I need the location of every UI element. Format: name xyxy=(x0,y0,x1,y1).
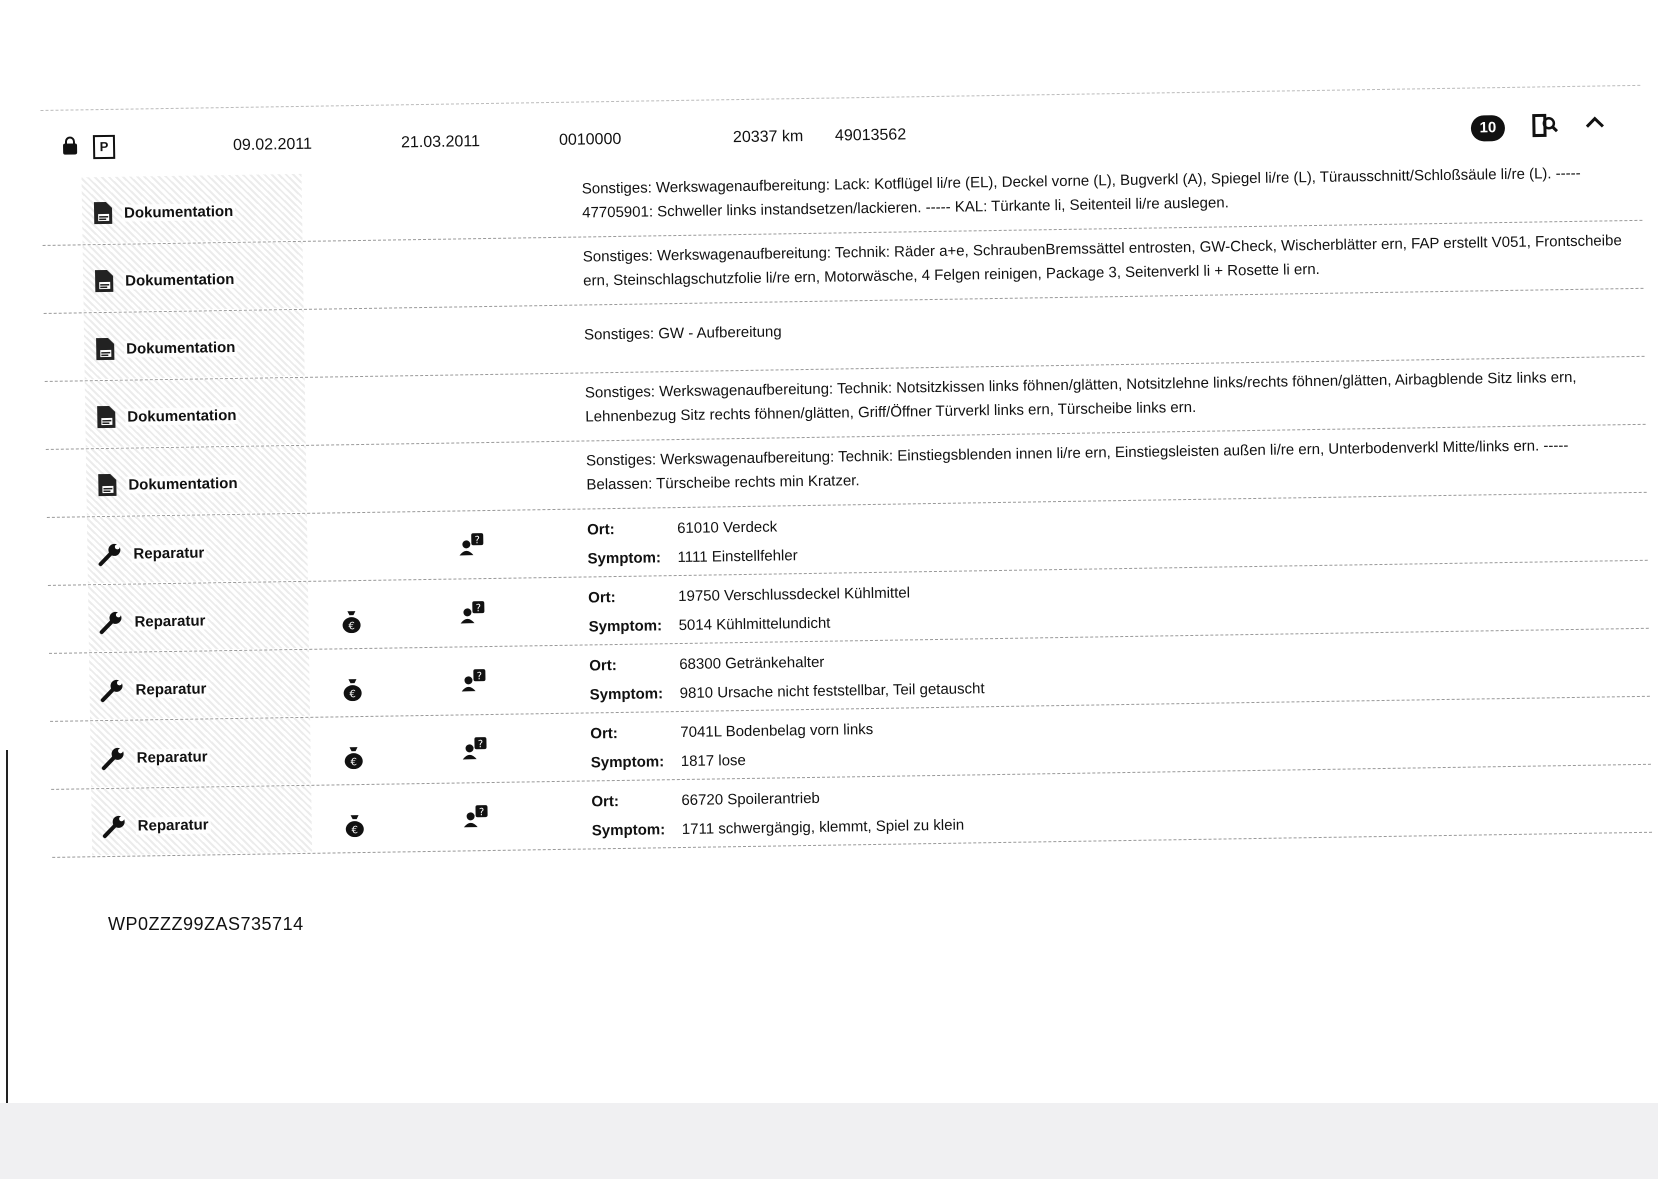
vehicle-vin: WP0ZZZ99ZAS735714 xyxy=(108,914,304,934)
symptom-label: Symptom: xyxy=(587,549,662,568)
wrench-icon xyxy=(99,677,125,703)
person-question-icon xyxy=(462,735,488,764)
symptom-value: 9810 Ursache nicht feststellbar, Teil getauscht xyxy=(679,680,985,703)
repair-details xyxy=(589,645,985,709)
category-label: Reparatur xyxy=(136,747,208,767)
category-cell xyxy=(91,786,312,855)
ort-value: 61010 Verdeck xyxy=(676,518,778,538)
entry-count-badge: 10 xyxy=(1471,115,1505,142)
p-document-icon: P xyxy=(93,135,115,159)
symptom-label: Symptom: xyxy=(589,685,664,704)
person-question-icon xyxy=(461,667,487,696)
bottom-bar xyxy=(0,1103,1658,1179)
search-document-icon xyxy=(1531,112,1559,138)
category-cell xyxy=(85,378,306,447)
money-bag-icon xyxy=(344,813,366,842)
document-icon xyxy=(96,473,118,497)
service-history-sheet xyxy=(40,55,1653,900)
svg-text:€: € xyxy=(350,757,358,769)
scan-edge-line xyxy=(6,750,8,1120)
wrench-icon xyxy=(98,609,124,635)
repair-details xyxy=(587,512,798,573)
person-question-icon xyxy=(463,803,489,832)
category-cell xyxy=(88,582,309,651)
chevron-up-icon xyxy=(1583,111,1607,131)
ort-label: Ort: xyxy=(589,657,617,675)
ort-label: Ort: xyxy=(588,589,616,607)
divider xyxy=(40,85,1640,111)
collapse-button[interactable] xyxy=(1581,111,1609,137)
money-bag-icon xyxy=(340,609,362,638)
ort-value: 7041L Bodenbelag vorn links xyxy=(680,720,874,742)
symptom-value: 1111 Einstellfehler xyxy=(677,547,798,567)
svg-text:?: ? xyxy=(474,535,481,547)
code: 0010000 xyxy=(558,130,622,149)
svg-text:?: ? xyxy=(475,603,482,615)
repair-details xyxy=(590,715,874,777)
lock-icon xyxy=(63,143,77,157)
svg-text:€: € xyxy=(351,825,359,837)
category-cell xyxy=(84,310,305,379)
ort-value: 66720 Spoilerantrieb xyxy=(681,789,820,810)
wrench-icon xyxy=(100,745,126,771)
category-cell xyxy=(90,718,311,787)
person-question-icon xyxy=(459,531,485,560)
category-label: Dokumentation xyxy=(127,406,237,426)
money-bag-icon xyxy=(341,677,363,706)
entry-description: Sonstiges: Werkswagenaufbereitung: Technik: Räder a+e, SchraubenBremssättel entrosten, GW-Check, Wischerblätter ern, FAP erstellt V051, Frontscheibe ern, Steinschlagschutzfolie li/re ern, Motorwäsche, 4 Felgen reinigen, Package 3, Seitenverkl li + Rosette li ern. xyxy=(582,232,1622,290)
category-cell xyxy=(87,514,308,583)
ort-value: 68300 Getränkehalter xyxy=(679,653,825,674)
category-label: Dokumentation xyxy=(123,202,234,222)
symptom-label: Symptom: xyxy=(591,821,666,840)
wrench-icon xyxy=(102,813,128,839)
end-date: 21.03.2011 xyxy=(400,133,481,152)
ort-value: 19750 Verschlussdeckel Kühlmittel xyxy=(678,584,911,606)
entries-list xyxy=(42,153,1652,858)
svg-text:?: ? xyxy=(476,671,483,683)
mileage: 20337 km xyxy=(732,128,804,147)
entry-description: Sonstiges: Werkswagenaufbereitung: Lack: Kotflügel li/re (EL), Deckel vorne (L), Bugverkl (A), Spiegel li/re (L), Türausschnitt/Schloßsäule li/re (L). ----- 47705901: Schweller links instandsetzen/lackieren. ----- KAL: Türkante li, Seitenteil li/re auslegen. xyxy=(581,164,1581,222)
svg-text:?: ? xyxy=(477,739,484,751)
category-cell xyxy=(82,174,303,243)
document-icon xyxy=(92,201,114,225)
symptom-label: Symptom: xyxy=(590,753,665,772)
category-label: Reparatur xyxy=(135,679,207,699)
svg-text:?: ? xyxy=(478,807,485,819)
category-label: Dokumentation xyxy=(125,270,235,290)
document-icon xyxy=(93,269,115,293)
category-label: Dokumentation xyxy=(128,474,238,494)
category-cell xyxy=(89,650,310,719)
entry-description: Sonstiges: Werkswagenaufbereitung: Technik: Einstiegsblenden innen li/re ern, Einstiegsleisten außen li/re ern, Unterbodenverkl Mitte/links ern. ----- Belassen: Türscheibe rechts min Kratzer. xyxy=(585,437,1569,494)
symptom-value: 1711 schwergängig, klemmt, Spiel zu klein xyxy=(681,816,965,839)
category-label: Reparatur xyxy=(137,815,209,835)
category-label: Dokumentation xyxy=(126,338,236,358)
document-icon xyxy=(95,405,117,429)
document-icon xyxy=(94,337,116,361)
order-number: 49013562 xyxy=(834,126,907,145)
symptom-value: 1817 lose xyxy=(680,751,746,771)
entry-description: Sonstiges: Werkswagenaufbereitung: Technik: Notsitzkissen links föhnen/glätten, Notsitzlehne links/rechts föhnen/glätten, Airbagblende Sitz links ern, Lehnenbezug Sitz rechts föhnen/glätten, Griff/Öffner Türverkl links ern, Türscheibe links ern. xyxy=(584,368,1577,426)
svg-text:€: € xyxy=(349,689,356,701)
search-document-button[interactable] xyxy=(1531,112,1559,138)
entry-description: Sonstiges: GW - Aufbereitung xyxy=(583,323,782,344)
symptom-label: Symptom: xyxy=(588,617,663,636)
category-label: Reparatur xyxy=(133,543,205,563)
ort-label: Ort: xyxy=(591,792,620,811)
ort-label: Ort: xyxy=(587,521,615,539)
start-date: 09.02.2011 xyxy=(232,135,313,154)
repair-details xyxy=(588,578,911,641)
category-cell xyxy=(83,242,304,311)
wrench-icon xyxy=(97,541,123,567)
category-label: Reparatur xyxy=(134,611,206,631)
person-question-icon xyxy=(460,599,486,628)
svg-text:€: € xyxy=(348,621,355,633)
symptom-value: 5014 Kühlmittelundicht xyxy=(678,614,831,635)
repair-details xyxy=(591,782,964,846)
category-cell xyxy=(86,446,307,515)
ort-label: Ort: xyxy=(590,725,618,743)
money-bag-icon xyxy=(342,745,364,774)
